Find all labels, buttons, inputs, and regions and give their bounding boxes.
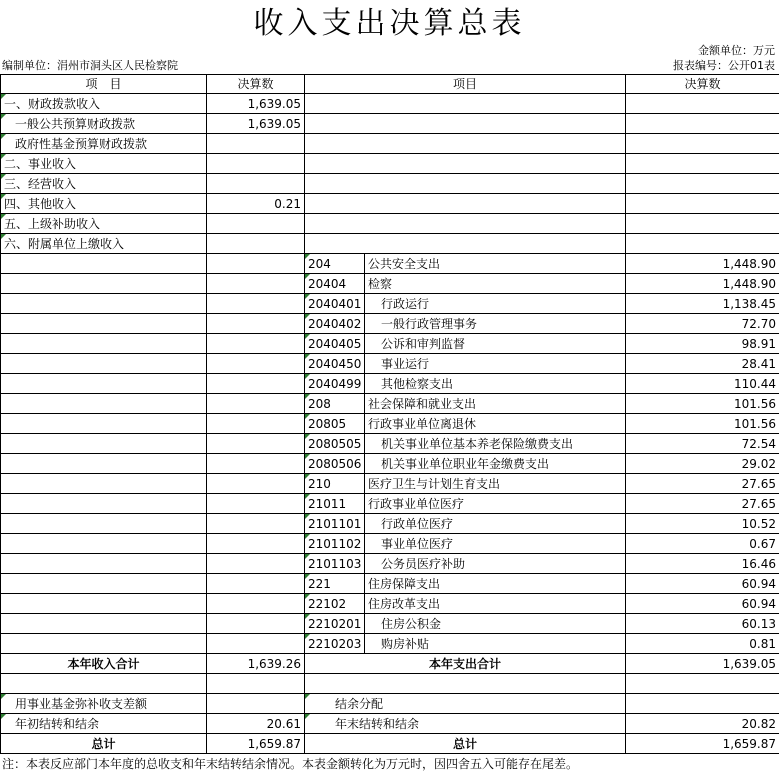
- expense-code: 20805: [305, 414, 365, 434]
- income-blank: [1, 594, 207, 614]
- income-label: 四、其他收入: [1, 194, 207, 214]
- expense-amount: 1,448.90: [626, 254, 779, 274]
- expense-code: 2040401: [305, 294, 365, 314]
- expense-amount: 101.56: [626, 414, 779, 434]
- expense-amount: 16.46: [626, 554, 779, 574]
- income-amount-header: 决算数: [207, 75, 305, 94]
- expense-code: 210: [305, 474, 365, 494]
- table-row: [1, 234, 779, 254]
- income-total-amount: 1,639.26: [207, 654, 305, 674]
- table-row: [1, 614, 779, 634]
- expense-code: 2040499: [305, 374, 365, 394]
- expense-name: 住房公积金: [365, 614, 626, 634]
- income-blank-amount: [207, 294, 305, 314]
- expense-amount: 72.70: [626, 314, 779, 334]
- table-row: [1, 274, 779, 294]
- expense-code: 2101101: [305, 514, 365, 534]
- expense-code: 221: [305, 574, 365, 594]
- expense-name: 行政事业单位医疗: [365, 494, 626, 514]
- income-blank: [1, 374, 207, 394]
- expense-blank-amount: [626, 234, 779, 254]
- income-blank-amount: [207, 334, 305, 354]
- expense-blank: [305, 174, 626, 194]
- spacer-row: [1, 674, 779, 694]
- expense-code: 2210201: [305, 614, 365, 634]
- income-label: 五、上级补助收入: [1, 214, 207, 234]
- expense-amount: 27.65: [626, 494, 779, 514]
- table-row: [1, 174, 779, 194]
- totals-row: [1, 654, 779, 674]
- expense-name: 行政运行: [365, 294, 626, 314]
- expense-total-amount: 1,639.05: [626, 654, 779, 674]
- expense-code: 2210203: [305, 634, 365, 654]
- spacer-cell: [207, 674, 305, 694]
- expense-name: 行政事业单位离退休: [365, 414, 626, 434]
- table-row: [1, 514, 779, 534]
- expense-blank: [305, 114, 626, 134]
- expense-blank-amount: [626, 194, 779, 214]
- expense-amount: 98.91: [626, 334, 779, 354]
- income-blank: [1, 294, 207, 314]
- table-row: [1, 554, 779, 574]
- expense-code: 2080506: [305, 454, 365, 474]
- expense-code: 2101102: [305, 534, 365, 554]
- income-blank-amount: [207, 414, 305, 434]
- grand-total-row: [1, 734, 779, 754]
- income-blank: [1, 574, 207, 594]
- expense-amount: 1,448.90: [626, 274, 779, 294]
- income-blank-amount: [207, 354, 305, 374]
- income-label: 二、事业收入: [1, 154, 207, 174]
- table-row: [1, 254, 779, 274]
- balance-left-amount: [207, 694, 305, 714]
- expense-amount: 60.13: [626, 614, 779, 634]
- income-blank: [1, 354, 207, 374]
- income-blank-amount: [207, 274, 305, 294]
- table-row: [1, 454, 779, 474]
- summary-table: [0, 74, 779, 754]
- balance-left-label: 用事业基金弥补收支差额: [1, 694, 207, 714]
- income-blank-amount: [207, 494, 305, 514]
- grand-right-label: 总计: [305, 734, 626, 754]
- table-row: [1, 154, 779, 174]
- expense-blank-amount: [626, 214, 779, 234]
- spacer-cell: [1, 674, 207, 694]
- income-amount: [207, 234, 305, 254]
- expense-name: 公诉和审判监督: [365, 334, 626, 354]
- income-total-label: 本年收入合计: [1, 654, 207, 674]
- income-amount: [207, 154, 305, 174]
- expense-code: 2040450: [305, 354, 365, 374]
- expense-blank: [305, 154, 626, 174]
- income-blank: [1, 394, 207, 414]
- balance-left-amount: 20.61: [207, 714, 305, 734]
- income-blank-amount: [207, 314, 305, 334]
- balance-right-amount: [626, 694, 779, 714]
- income-blank: [1, 314, 207, 334]
- expense-name: 检察: [365, 274, 626, 294]
- expense-name: 购房补贴: [365, 634, 626, 654]
- expense-amount: 110.44: [626, 374, 779, 394]
- income-blank-amount: [207, 514, 305, 534]
- expense-amount: 0.81: [626, 634, 779, 654]
- expense-code: 208: [305, 394, 365, 414]
- income-blank-amount: [207, 634, 305, 654]
- expense-blank-amount: [626, 94, 779, 114]
- table-row: [1, 574, 779, 594]
- expense-blank: [305, 94, 626, 114]
- table-row: [1, 294, 779, 314]
- balance-right-amount: 20.82: [626, 714, 779, 734]
- table-row: [1, 94, 779, 114]
- income-blank-amount: [207, 254, 305, 274]
- table-row: [1, 374, 779, 394]
- expense-amount: 60.94: [626, 574, 779, 594]
- expense-blank: [305, 234, 626, 254]
- expense-blank-amount: [626, 154, 779, 174]
- balance-row: [1, 714, 779, 734]
- income-amount: [207, 174, 305, 194]
- income-blank-amount: [207, 534, 305, 554]
- expense-blank-amount: [626, 134, 779, 154]
- expense-amount: 28.41: [626, 354, 779, 374]
- income-blank-amount: [207, 374, 305, 394]
- income-blank: [1, 494, 207, 514]
- expense-name: 公共安全支出: [365, 254, 626, 274]
- expense-amount: 1,138.45: [626, 294, 779, 314]
- expense-blank-amount: [626, 114, 779, 134]
- table-row: [1, 434, 779, 454]
- table-row: [1, 214, 779, 234]
- income-blank: [1, 454, 207, 474]
- expense-name: 其他检察支出: [365, 374, 626, 394]
- income-blank: [1, 334, 207, 354]
- expense-amount: 60.94: [626, 594, 779, 614]
- page-title: 收入支出决算总表: [253, 6, 526, 41]
- expense-code: 21011: [305, 494, 365, 514]
- expense-name: 行政单位医疗: [365, 514, 626, 534]
- income-blank: [1, 634, 207, 654]
- header-row: [1, 75, 779, 94]
- expense-blank-amount: [626, 174, 779, 194]
- income-blank-amount: [207, 574, 305, 594]
- balance-left-label: 年初结转和结余: [1, 714, 207, 734]
- table-row: [1, 314, 779, 334]
- spacer-cell: [305, 674, 626, 694]
- expense-amount: 72.54: [626, 434, 779, 454]
- income-blank: [1, 474, 207, 494]
- footnote: 注：本表反应部门本年度的总收支和年末结转结余情况。本表金额转化为万元时，因四舍五入可能存在尾差。: [2, 757, 579, 771]
- income-blank-amount: [207, 554, 305, 574]
- income-amount: 0.21: [207, 194, 305, 214]
- income-amount: [207, 214, 305, 234]
- table-row: [1, 474, 779, 494]
- income-blank: [1, 534, 207, 554]
- income-label: 一、财政拨款收入: [1, 94, 207, 114]
- spacer-cell: [626, 674, 779, 694]
- org-label: 编制单位：涓州市洞头区人民检察院: [2, 59, 178, 72]
- grand-left-label: 总计: [1, 734, 207, 754]
- income-blank: [1, 554, 207, 574]
- form-number: 报表编号：公开01表: [673, 59, 775, 72]
- unit-label: 金额单位：万元: [698, 44, 775, 57]
- income-blank: [1, 254, 207, 274]
- expense-name: 一般行政管理事务: [365, 314, 626, 334]
- income-label: 三、经营收入: [1, 174, 207, 194]
- income-label: 政府性基金预算财政拨款: [1, 134, 207, 154]
- income-item-header: 项 目: [1, 75, 207, 94]
- table-row: [1, 634, 779, 654]
- table-row: [1, 134, 779, 154]
- table-row: [1, 114, 779, 134]
- income-blank: [1, 614, 207, 634]
- expense-total-label: 本年支出合计: [305, 654, 626, 674]
- income-amount: [207, 134, 305, 154]
- expense-blank: [305, 214, 626, 234]
- expense-code: 2101103: [305, 554, 365, 574]
- table-row: [1, 534, 779, 554]
- expense-code: 2040405: [305, 334, 365, 354]
- table-row: [1, 594, 779, 614]
- expense-amount-header: 决算数: [626, 75, 779, 94]
- income-amount: 1,639.05: [207, 94, 305, 114]
- expense-blank: [305, 134, 626, 154]
- expense-item-header: 项目: [305, 75, 626, 94]
- grand-right-amount: 1,659.87: [626, 734, 779, 754]
- income-blank-amount: [207, 434, 305, 454]
- expense-name: 医疗卫生与计划生育支出: [365, 474, 626, 494]
- balance-right-label: 结余分配: [305, 694, 626, 714]
- grand-left-amount: 1,659.87: [207, 734, 305, 754]
- expense-code: 2080505: [305, 434, 365, 454]
- expense-name: 事业单位医疗: [365, 534, 626, 554]
- expense-code: 20404: [305, 274, 365, 294]
- table-row: [1, 414, 779, 434]
- expense-amount: 0.67: [626, 534, 779, 554]
- income-blank-amount: [207, 394, 305, 414]
- expense-amount: 27.65: [626, 474, 779, 494]
- expense-code: 22102: [305, 594, 365, 614]
- balance-right-label: 年末结转和结余: [305, 714, 626, 734]
- table-row: [1, 334, 779, 354]
- table-row: [1, 394, 779, 414]
- table-row: [1, 194, 779, 214]
- expense-name: 住房改革支出: [365, 594, 626, 614]
- expense-name: 机关事业单位职业年金缴费支出: [365, 454, 626, 474]
- expense-amount: 10.52: [626, 514, 779, 534]
- income-blank: [1, 434, 207, 454]
- expense-amount: 29.02: [626, 454, 779, 474]
- income-blank-amount: [207, 454, 305, 474]
- income-label: 六、附属单位上缴收入: [1, 234, 207, 254]
- expense-amount: 101.56: [626, 394, 779, 414]
- table-row: [1, 354, 779, 374]
- income-amount: 1,639.05: [207, 114, 305, 134]
- income-blank-amount: [207, 614, 305, 634]
- expense-name: 公务员医疗补助: [365, 554, 626, 574]
- income-blank-amount: [207, 474, 305, 494]
- balance-row: [1, 694, 779, 714]
- expense-name: 事业运行: [365, 354, 626, 374]
- income-blank: [1, 514, 207, 534]
- expense-code: 204: [305, 254, 365, 274]
- table-row: [1, 494, 779, 514]
- expense-code: 2040402: [305, 314, 365, 334]
- expense-name: 住房保障支出: [365, 574, 626, 594]
- expense-name: 社会保障和就业支出: [365, 394, 626, 414]
- income-blank: [1, 414, 207, 434]
- income-label: 一般公共预算财政拨款: [1, 114, 207, 134]
- income-blank: [1, 274, 207, 294]
- expense-name: 机关事业单位基本养老保险缴费支出: [365, 434, 626, 454]
- expense-blank: [305, 194, 626, 214]
- income-blank-amount: [207, 594, 305, 614]
